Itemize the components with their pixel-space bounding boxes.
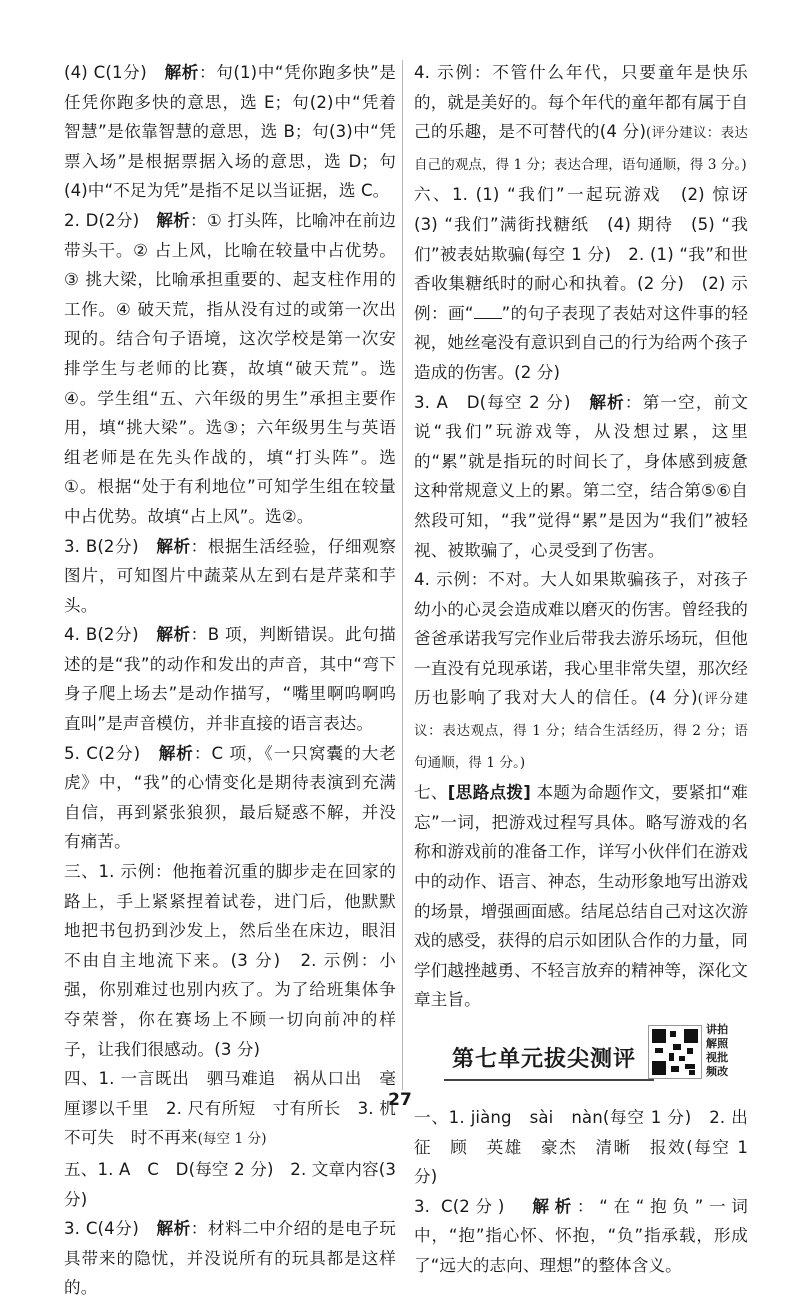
- answer-item: 4. 示例：不管什么年代，只要童年是快乐的，就是美好的。每个年代的童年都有属于自己的乐趣，是不可替代的(4 分)(评分建议：表达自己的观点，得 1 分；表达合理，语句通顺，得 3 分。): [414, 63, 748, 173]
- underline-blank: [474, 304, 502, 319]
- answer-item: 3. C(4分) 解析：材料二中介绍的是电子玩具带来的隐忧，并没说所有的玩具都是这样的。: [64, 1219, 397, 1298]
- column-divider: [402, 60, 403, 1090]
- answer-item: 5. C(2分) 解析：C 项，《一只窝囊的大老虎》中，“我”的心情变化是期待表演到充满自信，再到紧张狼狈，最后疑惑不解，并没有痛苦。: [64, 743, 396, 852]
- answer-item: 三、1. 示例：他拖着沉重的脚步走在回家的路上，手上紧紧捏着试卷，进门后，他默默地把书包扔到沙发上，然后坐在床边，眼泪不由自主地流下来。(3 分) 2. 示例：小强，你别难过也别内疚了。为了给班集体争夺荣誉，你在赛场上不顾一切向前冲的样子，让我们很感动。(3 分): [64, 862, 396, 1059]
- title-underline: [444, 1079, 654, 1081]
- qr-labels: 讲拍 解照 视批 频改: [706, 1023, 729, 1078]
- answer-item: 3. C(2分) 解析：“在“抱负”一词中，“抱”指心怀、怀抱，“负”指承载，形成了“远大的志向、理想”的整体含义。: [414, 1196, 748, 1275]
- answer-item: 4. B(2分) 解析：B 项，判断错误。此句描述的是“我”的动作和发出的声音，其中“弯下身子爬上场去”是动作描写，“嘴里啊呜啊呜直叫”是声音模仿，并非直接的语言表达。: [64, 625, 396, 734]
- answer-item: 3. B(2分) 解析：根据生活经验，仔细观察图片，可知图片中蔬菜从左到右是芹菜和芋头。: [64, 536, 396, 615]
- answer-item: 五、1. A C D(每空 2 分) 2. 文章内容(3 分): [64, 1159, 396, 1209]
- page-number: 27: [388, 1090, 412, 1110]
- answer-item: (4) C(1分) 解析：句(1)中“凭你跑多快”是任凭你跑多快的意思，选 E；句(2)中“凭着智慧”是依靠智慧的意思，选 B；句(3)中“凭票入场”是根据票据入场的意思，选 D；句(4)中“不足为凭”是指不足以当证据，选 C。: [64, 63, 396, 201]
- left-column: [64, 58, 396, 1303]
- section-title: 第七单元拔尖测评: [452, 1047, 637, 1072]
- answer-item: 3. A D(每空 2 分) 解析：第一空，前文说“我们”玩游戏等，从没想过累，这里的“累”就是指玩的时间长了，身体感到疲惫这种常规意义上的累。第二空，结合第⑤⑥自然段可知，“我”觉得“累”是因为“我们”被轻视、被欺骗了，心灵受到了伤害。: [414, 392, 749, 560]
- answer-item: 六、1. (1) “我们”一起玩游戏 (2) 惊讶 (3) “我们”满街找糖纸 (4) 期待 (5) “我们”被表姑欺骗(每空 1 分) 2. (1) “我”和世香收集糖纸时的耐心和执着。(2 分) (2) 示例：画“ ”的句子表现了表姑对这件事的轻视，她丝毫没有意识到自己的行为给两个孩子造成的伤害。(2 分): [414, 185, 765, 382]
- answer-item: 2. D(2分) 解析：① 打头阵，比喻冲在前边带头干。② 占上风，比喻在较量中占优势。③ 挑大梁，比喻承担重要的、起支柱作用的工作。④ 破天荒，指从没有过的或第一次出现的。结合句子语境，这次学校是第一次安排学生与老师的比赛，故填“破天荒”。选④。学生组“五、六年级的男生”承担主要作用，填“挑大梁”。选③；六年级男生与英语组老师是在先头作战的，填“打头阵”。选①。根据“处于有利地位”可知学生组在较量中占优势。故填“占上风”。选②。: [64, 210, 396, 526]
- answer-item: 四、1. 一言既出 驷马难追 祸从口出 毫厘谬以千里 2. 尺有所短 寸有所长 3. 机不可失 时不再来(每空 1 分): [64, 1069, 396, 1148]
- answer-item: 七、[思路点拨] 本题为命题作文，要紧扣“难忘”一词，把游戏过程写具体。略写游戏的名称和游戏前的准备工作，详写小伙伴们在游戏中的动作、语言、神态，生动形象地写出游戏的场景，增强画面感。结尾总结自己对这次游戏的感受，获得的启示如团队合作的力量，同学们越挫越勇、不轻言放弃的精神等，深化文章主旨。: [414, 783, 748, 1010]
- answer-item: 一、1. jiàng sài nàn(每空 1 分) 2. 出征 顾 英雄 豪杰 清晰 报效(每空 1 分): [414, 1108, 748, 1187]
- qr-code-icon[interactable]: [648, 1025, 702, 1079]
- answer-item: 4. 示例：不对。大人如果欺骗孩子，对孩子幼小的心灵会造成难以磨灭的伤害。曾经我的爸爸承诺我写完作业后带我去游乐场玩，但他一直没有兑现承诺，我心里非常失望，那次经历也影响了我对大人的信任。(4 分)(评分建议：表达观点，得 1 分；结合生活经历，得 2 分；语句通顺，得 1 分。): [414, 570, 748, 771]
